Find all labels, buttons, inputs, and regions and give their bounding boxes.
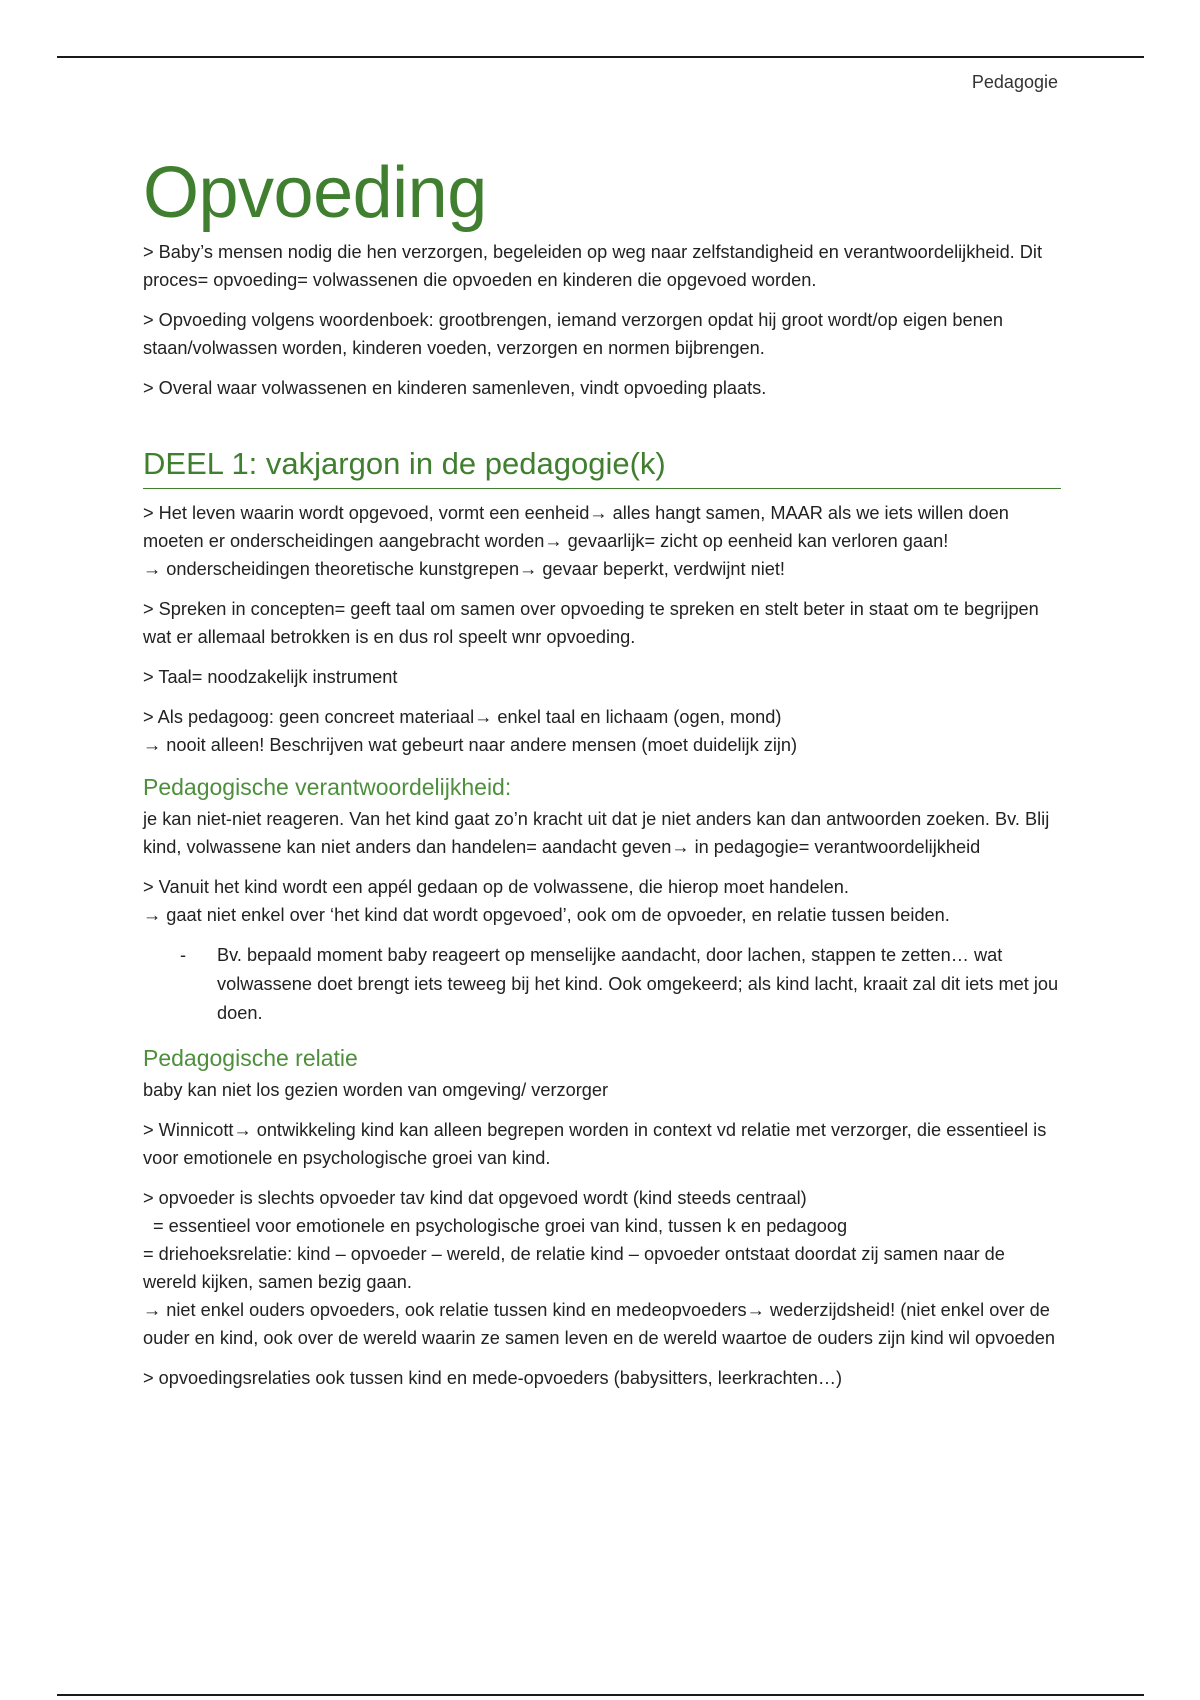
bullet-list (143, 941, 1061, 1028)
section1-paragraph-2: > Spreken in concepten= geeft taal om samen over opvoeding te spreken en stelt beter in staat om te begrijpen wat er allemaal betrokken is en dus rol speelt wnr opvoeding. (143, 599, 1039, 647)
subsection2-paragraph-3: > opvoeder is slechts opvoeder tav kind dat opgevoed wordt (kind steeds centraal) (143, 1188, 807, 1208)
subsection2-paragraph-3-line-3: = driehoeksrelatie: kind – opvoeder – wereld, de relatie kind – opvoeder ontstaat doordat zij samen naar de wereld kijken, samen bezig gaan. (143, 1244, 1005, 1292)
bullet-dash: - (180, 945, 187, 965)
subsection2-paragraph-2: > Winnicott→ ontwikkeling kind kan alleen begrepen worden in context vd relatie met verzorger, die essentieel is voor emotionele en psychologische groei van kind. (143, 1120, 1047, 1168)
running-header: Pedagogie (971, 72, 1058, 92)
subsection2-paragraph-4: > opvoedingsrelaties ook tussen kind en mede-opvoeders (babysitters, leerkrachten…) (143, 1368, 843, 1388)
subheading-pedagogische-relatie: Pedagogische relatie (143, 1045, 358, 1071)
intro-paragraph-3: > Overal waar volwassenen en kinderen samenleven, vindt opvoeding plaats. (143, 378, 767, 398)
section1-paragraph-1-arrow: → onderscheidingen theoretische kunstgrepen→ gevaar beperkt, verdwijnt niet! (143, 559, 785, 579)
header-rule (57, 56, 1144, 58)
page-content (143, 148, 1061, 1404)
subsection1-paragraph-1: je kan niet-niet reageren. Van het kind gaat zo’n kracht uit dat je niet anders kan dan antwoorden zoeken. Bv. Blij kind, volwassene kan niet anders dan handelen= aandacht geven→ in pedagogie= verantwoordelijkheid (143, 809, 1050, 857)
subsection2-paragraph-3-arrow: → niet enkel ouders opvoeders, ook relatie tussen kind en medeopvoeders→ wederzijdsheid! (niet enkel over de ouder en kind, ook over de wereld waarin ze samen leven en de wereld waartoe de ouders zijn kind wil opvoeden (143, 1300, 1055, 1348)
list-item (143, 941, 1061, 1028)
list-item-text: Bv. bepaald moment baby reageert op menselijke aandacht, door lachen, stappen te zetten… wat volwassene doet brengt iets teweeg bij het kind. Ook omgekeerd; als kind lacht, kraait zal dit iets met jou doen. (217, 945, 1059, 1023)
section-heading-deel-1: DEEL 1: vakjargon in de pedagogie(k) (143, 444, 1061, 489)
section1-paragraph-4: > Als pedagoog: geen concreet materiaal→ enkel taal en lichaam (ogen, mond) (143, 707, 782, 727)
section1-paragraph-3: > Taal= noodzakelijk instrument (143, 667, 398, 687)
intro-paragraph-2: > Opvoeding volgens woordenboek: grootbrengen, iemand verzorgen opdat hij groot wordt/op eigen benen staan/volwassen worden, kinderen voeden, verzorgen en normen bijbrengen. (143, 310, 1003, 358)
footer-rule (57, 1694, 1144, 1696)
subsection2-paragraph-1: baby kan niet los gezien worden van omgeving/ verzorger (143, 1080, 609, 1100)
subsection2-paragraph-3-line-2: = essentieel voor emotionele en psychologische groei van kind, tussen k en pedagoog (153, 1216, 848, 1236)
section1-paragraph-1: > Het leven waarin wordt opgevoed, vormt een eenheid→ alles hangt samen, MAAR als we iets willen doen moeten er onderscheidingen aangebracht worden→ gevaarlijk= zicht op eenheid kan verloren gaan! (143, 503, 1009, 551)
subheading-pedagogische-verantwoordelijkheid: Pedagogische verantwoordelijkheid: (143, 774, 512, 800)
section1-paragraph-4-arrow: → nooit alleen! Beschrijven wat gebeurt naar andere mensen (moet duidelijk zijn) (143, 735, 798, 755)
document-title: Opvoeding (143, 153, 487, 233)
subsection1-paragraph-2-arrow: → gaat niet enkel over ‘het kind dat wordt opgevoed’, ook om de opvoeder, en relatie tussen beiden. (143, 905, 950, 925)
subsection1-paragraph-2: > Vanuit het kind wordt een appél gedaan op de volwassene, die hierop moet handelen. (143, 877, 849, 897)
intro-paragraph-1: > Baby’s mensen nodig die hen verzorgen, begeleiden op weg naar zelfstandigheid en verantwoordelijkheid. Dit proces= opvoeding= volwassenen die opvoeden en kinderen die opgevoed worden. (143, 242, 1043, 290)
